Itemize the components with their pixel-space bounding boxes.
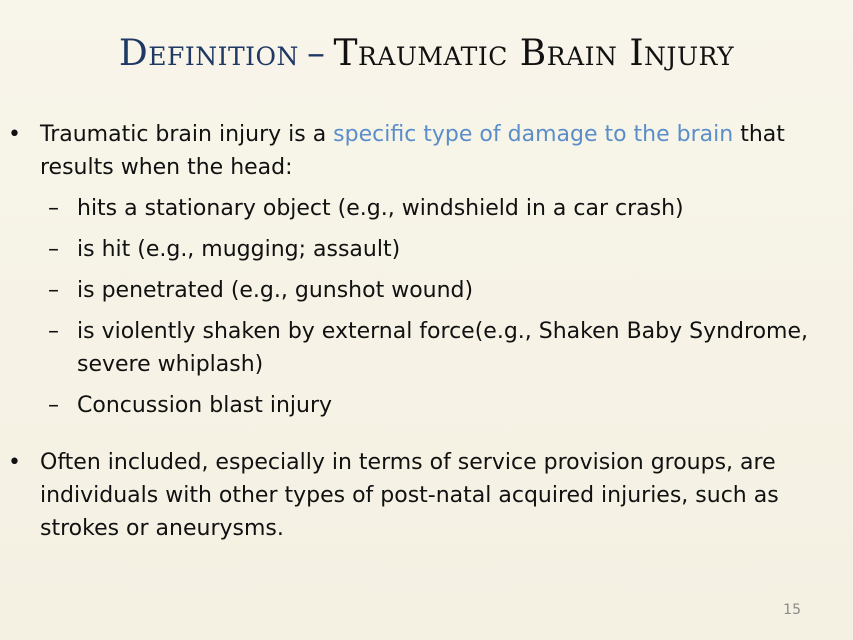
sub-item xyxy=(0,315,837,381)
bullet-icon: • xyxy=(8,450,21,475)
sub-item xyxy=(0,389,837,422)
title-definition: Definition xyxy=(118,33,299,74)
slide-title xyxy=(0,30,853,78)
dash-icon: – xyxy=(48,196,59,221)
bullet-text-end: that results when the head: xyxy=(40,122,785,180)
bullet-item xyxy=(0,118,820,184)
bullet-item xyxy=(0,446,820,545)
sub-item xyxy=(0,274,837,307)
page-number: 15 xyxy=(783,602,801,618)
dash-icon: – xyxy=(48,237,59,262)
title-topic: Traumatic Brain Injury xyxy=(333,33,735,74)
dash-icon: – xyxy=(48,319,59,344)
sub-item-text: Concussion blast injury xyxy=(77,393,333,418)
dash-icon: – xyxy=(48,278,59,303)
slide-content xyxy=(0,118,853,545)
sub-item-text: is hit (e.g., mugging; assault) xyxy=(77,237,401,262)
highlighted-text: specific type of damage to the brain xyxy=(333,122,734,147)
spacer xyxy=(0,422,853,446)
sub-item-text: hits a stationary object (e.g., windshield in a car crash) xyxy=(77,196,684,221)
sub-item-text: is penetrated (e.g., gunshot wound) xyxy=(77,278,474,303)
bullet-text: Often included, especially in terms of service provision groups, are individuals with other types of post-natal acquired injuries, such as strokes or aneurysms. xyxy=(40,450,779,541)
title-dash: – xyxy=(306,33,326,74)
bullet-text-start: Traumatic brain injury is a xyxy=(40,122,334,147)
dash-icon: – xyxy=(48,393,59,418)
sub-item xyxy=(0,192,837,225)
sub-item xyxy=(0,233,837,266)
sub-item-text: is violently shaken by external force(e.g., Shaken Baby Syndrome, severe whiplash) xyxy=(77,319,809,377)
bullet-icon: • xyxy=(8,122,21,147)
